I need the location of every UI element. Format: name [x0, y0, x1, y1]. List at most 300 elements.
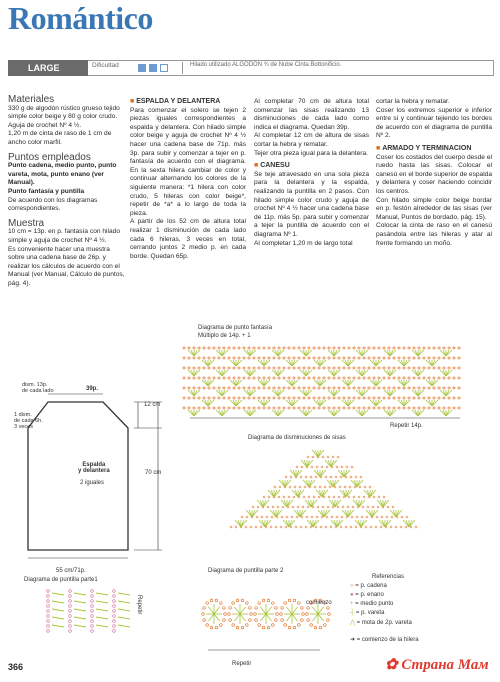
chain-stitch	[278, 367, 280, 369]
chain-stitch	[328, 496, 330, 498]
chain-stitch	[280, 613, 283, 616]
chain-stitch	[391, 516, 393, 518]
chain-stitch	[373, 496, 375, 498]
fan-stitch	[328, 410, 334, 416]
chain-stitch	[238, 357, 240, 359]
chain-stitch	[328, 377, 330, 379]
chain-stitch	[268, 367, 270, 369]
fan-stitch	[318, 510, 324, 517]
varet-stitch	[96, 593, 108, 595]
puntos-heading: Puntos empleados	[8, 151, 91, 163]
chain-stitch	[255, 619, 258, 622]
chain-stitch	[303, 407, 305, 409]
fan-stitch	[432, 380, 438, 386]
chain-stitch	[258, 377, 260, 379]
chain-stitch	[183, 347, 185, 349]
chain-stitch	[326, 466, 328, 468]
chain-stitch	[458, 397, 460, 399]
chain-stitch	[307, 607, 310, 610]
varet-stitch	[318, 614, 324, 621]
chain-stitch	[246, 624, 249, 627]
chain-stitch	[47, 590, 50, 593]
fan-stitch	[300, 370, 306, 376]
chain-stitch	[274, 486, 276, 488]
chain-stitch	[69, 595, 72, 598]
chain-stitch	[338, 387, 340, 389]
size-label: LARGE	[8, 60, 88, 76]
chain-stitch	[278, 377, 280, 379]
chain-stitch	[302, 613, 305, 616]
chain-stitch	[428, 367, 430, 369]
chain-stitch	[413, 377, 415, 379]
chain-stitch	[315, 526, 317, 528]
chain-stitch	[438, 397, 440, 399]
chain-stitch	[208, 377, 210, 379]
chain-stitch	[453, 397, 455, 399]
armado-heading: ■ ARMADO Y TERMINACION	[376, 144, 472, 152]
varet-stitch	[96, 625, 108, 627]
fan-stitch	[236, 380, 242, 386]
canesu-heading: ■ CANESU	[254, 162, 290, 170]
varet-stitch	[234, 614, 240, 621]
fan-stitch	[306, 390, 312, 396]
chain-stitch	[228, 407, 230, 409]
fan-stitch	[356, 350, 362, 356]
chain-stitch	[318, 397, 320, 399]
chain-stitch	[368, 347, 370, 349]
chain-stitch	[348, 496, 350, 498]
fan-stitch	[426, 360, 432, 366]
legend-text: = p. vareta	[355, 610, 385, 616]
chain-stitch	[310, 624, 313, 627]
varet-stitch	[52, 593, 64, 595]
fan-stitch	[258, 380, 264, 386]
chain-stitch	[365, 526, 367, 528]
legend-text: = comienzo de la hilera	[356, 637, 419, 643]
chain-stitch	[339, 486, 341, 488]
chain-stitch	[253, 387, 255, 389]
chain-stitch	[403, 367, 405, 369]
chain-stitch	[91, 620, 94, 623]
fan-stitch	[370, 400, 376, 406]
chain-stitch	[390, 526, 392, 528]
chain-stitch	[318, 347, 320, 349]
fan-stitch	[376, 400, 382, 406]
chain-stitch	[233, 387, 235, 389]
varet-stitch	[118, 609, 130, 611]
fan-stitch	[342, 360, 348, 366]
chain-stitch	[203, 407, 205, 409]
fan-stitch	[320, 360, 326, 366]
chain-stitch	[388, 387, 390, 389]
chain-stitch	[306, 613, 309, 616]
chain-stitch	[376, 516, 378, 518]
chain-stitch	[69, 630, 72, 633]
chain-stitch	[113, 605, 116, 608]
fan-stitch	[222, 350, 228, 356]
fan-stitch	[390, 390, 396, 396]
chain-stitch	[373, 387, 375, 389]
chain-stitch	[203, 367, 205, 369]
chain-stitch	[313, 397, 315, 399]
chain-stitch	[403, 357, 405, 359]
chain-stitch	[381, 516, 383, 518]
chain-stitch	[268, 377, 270, 379]
chain-stitch	[47, 595, 50, 598]
chain-stitch	[423, 367, 425, 369]
chain-stitch	[47, 615, 50, 618]
chain-stitch	[233, 367, 235, 369]
fan-stitch	[298, 490, 304, 497]
chain-stitch	[335, 476, 337, 478]
chain-stitch	[383, 397, 385, 399]
chain-stitch	[288, 626, 291, 629]
chain-stitch	[47, 605, 50, 608]
fan-stitch	[276, 510, 282, 517]
chain-stitch	[408, 377, 410, 379]
chain-stitch	[213, 407, 215, 409]
chain-stitch	[410, 526, 412, 528]
legend-text: = p. cadena	[355, 583, 387, 589]
chain-stitch	[428, 357, 430, 359]
chain-stitch	[343, 496, 345, 498]
chain-stitch	[113, 620, 116, 623]
chain-stitch	[223, 407, 225, 409]
chain-stitch	[340, 476, 342, 478]
watermark-text: Страна Мам	[401, 657, 489, 673]
chain-stitch	[232, 602, 235, 605]
chain-stitch	[228, 377, 230, 379]
chain-stitch	[268, 496, 270, 498]
chain-stitch	[238, 397, 240, 399]
chain-stitch	[261, 516, 263, 518]
varet-stitch	[260, 614, 266, 621]
fan-stitch	[188, 410, 194, 416]
chain-stitch	[351, 516, 353, 518]
puntilla1-chart	[42, 587, 134, 637]
fan-stitch	[230, 360, 236, 366]
chain-stitch	[443, 377, 445, 379]
fan-stitch	[384, 370, 390, 376]
chain-stitch	[91, 630, 94, 633]
chain-stitch	[326, 516, 328, 518]
chain-stitch	[113, 595, 116, 598]
chain-stitch	[368, 377, 370, 379]
chain-stitch	[406, 516, 408, 518]
fan-stitch	[264, 380, 270, 386]
chain-stitch	[403, 377, 405, 379]
dism-note: dism. 13p. de cada lado	[22, 382, 54, 394]
chain-stitch	[319, 486, 321, 488]
chain-stitch	[433, 357, 435, 359]
chain-stitch	[235, 526, 237, 528]
chain-stitch	[284, 624, 287, 627]
chain-stitch	[303, 367, 305, 369]
chain-stitch	[233, 347, 235, 349]
chain-stitch	[338, 347, 340, 349]
chain-stitch	[363, 397, 365, 399]
chain-stitch	[293, 397, 295, 399]
fan-stitch	[314, 380, 320, 386]
chain-stitch	[298, 397, 300, 399]
chain-stitch	[258, 347, 260, 349]
chain-stitch	[353, 397, 355, 399]
chain-stitch	[258, 407, 260, 409]
chain-stitch	[304, 486, 306, 488]
fan-stitch	[320, 400, 326, 406]
chain-stitch	[338, 397, 340, 399]
chain-stitch	[262, 626, 265, 629]
chain-stitch	[263, 377, 265, 379]
chain-stitch	[370, 526, 372, 528]
chain-stitch	[418, 387, 420, 389]
chain-stitch	[378, 367, 380, 369]
treble-icon: ┼	[350, 610, 356, 616]
chain-stitch	[236, 626, 239, 629]
chain-stitch	[303, 397, 305, 399]
varet-stitch	[318, 607, 324, 614]
chain-stitch	[316, 516, 318, 518]
chain-stitch	[283, 347, 285, 349]
chain-stitch	[241, 626, 244, 629]
fantasia-title: Diagrama de punto fantasía	[198, 325, 273, 331]
chain-stitch	[250, 526, 252, 528]
fan-stitch	[370, 490, 376, 497]
chain-stitch	[293, 496, 295, 498]
chain-stitch	[218, 357, 220, 359]
chain-stitch	[453, 387, 455, 389]
fan-stitch	[390, 350, 396, 356]
fan-stitch	[379, 520, 385, 527]
chain-stitch	[293, 347, 295, 349]
varet-stitch	[118, 625, 130, 627]
chain-stitch	[300, 476, 302, 478]
chain-stitch	[47, 625, 50, 628]
chain-stitch	[359, 486, 361, 488]
chain-stitch	[303, 387, 305, 389]
chain-stitch	[408, 387, 410, 389]
disminuciones-title: Diagrama de disminuciones de sisas	[248, 435, 346, 441]
chain-stitch	[203, 387, 205, 389]
fan-stitch	[390, 370, 396, 376]
chain-stitch	[380, 526, 382, 528]
puntilla2-title: Diagrama de puntilla parte 2	[208, 568, 284, 574]
chain-stitch	[347, 506, 349, 508]
fan-stitch	[356, 410, 362, 416]
chain-stitch	[332, 456, 334, 458]
chain-stitch	[408, 407, 410, 409]
chain-stitch	[213, 347, 215, 349]
chain-stitch	[198, 367, 200, 369]
fan-stitch	[328, 370, 334, 376]
chain-stitch	[325, 526, 327, 528]
chain-stitch	[293, 626, 296, 629]
chain-stitch	[91, 590, 94, 593]
chain-stitch	[302, 506, 304, 508]
chain-stitch	[113, 600, 116, 603]
chain-stitch	[238, 407, 240, 409]
chain-stitch	[418, 367, 420, 369]
chain-stitch	[91, 615, 94, 618]
fan-stitch	[362, 390, 368, 396]
fan-stitch	[311, 500, 317, 507]
chain-stitch	[228, 387, 230, 389]
chain-stitch	[413, 387, 415, 389]
chain-stitch	[229, 619, 232, 622]
page-title: Romántico	[8, 0, 153, 36]
chain-stitch	[353, 387, 355, 389]
fan-stitch	[362, 350, 368, 356]
chain-stitch	[208, 367, 210, 369]
chain-stitch	[373, 397, 375, 399]
chain-stitch	[393, 347, 395, 349]
chain-stitch	[69, 615, 72, 618]
chain-stitch	[383, 387, 385, 389]
chain-stitch	[91, 625, 94, 628]
fan-stitch	[404, 380, 410, 386]
chain-stitch	[433, 387, 435, 389]
chain-stitch	[308, 407, 310, 409]
chain-stitch	[313, 496, 315, 498]
chain-stitch	[258, 624, 261, 627]
chain-stitch	[248, 407, 250, 409]
chain-stitch	[428, 387, 430, 389]
fan-stitch	[384, 390, 390, 396]
chain-stitch	[263, 496, 265, 498]
chain-stitch	[243, 357, 245, 359]
chain-stitch	[293, 357, 295, 359]
fan-stitch	[404, 400, 410, 406]
fan-stitch	[385, 520, 391, 527]
difficulty-square-1	[138, 64, 146, 72]
fan-stitch	[440, 410, 446, 416]
chain-stitch	[378, 387, 380, 389]
chain-stitch	[203, 619, 206, 622]
chain-stitch	[288, 367, 290, 369]
chain-stitch	[296, 466, 298, 468]
chain-stitch	[313, 407, 315, 409]
chain-stitch	[310, 476, 312, 478]
chain-stitch	[258, 387, 260, 389]
chain-stitch	[337, 456, 339, 458]
chain-stitch	[438, 347, 440, 349]
fan-stitch	[216, 370, 222, 376]
chain-stitch	[288, 377, 290, 379]
chain-stitch	[308, 367, 310, 369]
fan-stitch	[300, 410, 306, 416]
chain-stitch	[458, 407, 460, 409]
fan-stitch	[356, 370, 362, 376]
chain-stitch	[383, 347, 385, 349]
total-height-label: 70 cm	[145, 470, 162, 476]
varet-stitch	[52, 617, 64, 619]
muestra-heading: Muestra	[8, 217, 45, 229]
chain-stitch	[223, 347, 225, 349]
fan-stitch	[331, 520, 337, 527]
chain-stitch	[278, 387, 280, 389]
chain-stitch	[343, 377, 345, 379]
chain-stitch	[349, 486, 351, 488]
puntilla1-repeat: Repetir	[136, 595, 142, 615]
chain-stitch	[358, 387, 360, 389]
chain-stitch	[188, 357, 190, 359]
chain-stitch	[324, 486, 326, 488]
fan-stitch	[289, 520, 295, 527]
chain-stitch	[233, 397, 235, 399]
chain-stitch	[313, 377, 315, 379]
chain-stitch	[353, 357, 355, 359]
middle-column	[130, 98, 246, 261]
chain-stitch	[338, 377, 340, 379]
chain-stitch	[282, 506, 284, 508]
chain-stitch	[308, 357, 310, 359]
fan-stitch	[244, 390, 250, 396]
varet-stitch	[208, 614, 214, 621]
chain-stitch	[268, 347, 270, 349]
chain-stitch	[198, 377, 200, 379]
chain-stitch	[343, 407, 345, 409]
chain-stitch	[369, 486, 371, 488]
chain-stitch	[248, 357, 250, 359]
legend-item	[350, 619, 419, 628]
chain-stitch	[428, 377, 430, 379]
chain-stitch	[322, 506, 324, 508]
chain-stitch	[448, 377, 450, 379]
sisas-text: Al completar 70 cm de altura total comenzar las sisas realizando 13 disminuciones de cada lado como indica el diagrama. Quedan 39p. Al completar 12 cm de altura de sisas cortar la hebra y rematar. Tejer otra pieza igual para la delantera.	[254, 98, 369, 157]
chain-stitch	[413, 347, 415, 349]
armado-heading-text: ARMADO Y TERMINACION	[382, 144, 472, 152]
chain-stitch	[298, 602, 301, 605]
comienzo-label: comienzo	[306, 600, 332, 606]
chain-stitch	[343, 387, 345, 389]
chain-stitch	[388, 357, 390, 359]
chain-stitch	[348, 387, 350, 389]
fan-stitch	[292, 360, 298, 366]
chain-stitch	[318, 357, 320, 359]
chain-stitch	[213, 397, 215, 399]
chain-stitch	[288, 496, 290, 498]
chain-stitch	[208, 347, 210, 349]
chain-stitch	[183, 357, 185, 359]
varet-stitch	[266, 614, 272, 621]
chain-stitch	[279, 486, 281, 488]
chain-stitch	[334, 486, 336, 488]
fantasia-chart	[180, 342, 470, 420]
fan-stitch	[259, 520, 265, 527]
chain-stitch	[69, 620, 72, 623]
fan-stitch	[446, 410, 452, 416]
chain-stitch	[243, 367, 245, 369]
chain-stitch	[281, 516, 283, 518]
chain-stitch	[333, 407, 335, 409]
chain-stitch	[278, 397, 280, 399]
fan-stitch	[440, 390, 446, 396]
chain-stitch	[283, 377, 285, 379]
chain-stitch	[248, 367, 250, 369]
fan-stitch	[307, 520, 313, 527]
fan-stitch	[342, 400, 348, 406]
espalda-text: Para comenzar el solero se tejen 2 piezas iguales correspondientes a espalda y delantera. Con hilado simple color beige y aguja de crochet Nº 4 ½ hacer una cadena base de 71p. más 3p. para subir y comenzar a tejer en p. fantasía de acuerdo con el diagrama. En la sexta hilera cambiar de color y continuar alternando los colores de la siguiente manera: *1 hilera con color crudo, 5 hileras con color beige*, repetir de *a* a lo largo de toda la pieza. A partir de los 52 cm de altura total realizar 1 disminución de cada lado cada 6 hileras, 3 veces en total, cerrando juntos 2 medio p. en cada borde. Quedan 65p.	[130, 106, 246, 260]
chain-stitch	[312, 456, 314, 458]
chain-stitch	[343, 367, 345, 369]
chain-stitch	[453, 377, 455, 379]
chain-stitch	[323, 387, 325, 389]
difficulty-label: Dificultad	[92, 62, 119, 69]
chain-stitch	[289, 486, 291, 488]
chain-stitch	[228, 397, 230, 399]
chain-stitch	[308, 347, 310, 349]
chain-stitch	[228, 357, 230, 359]
